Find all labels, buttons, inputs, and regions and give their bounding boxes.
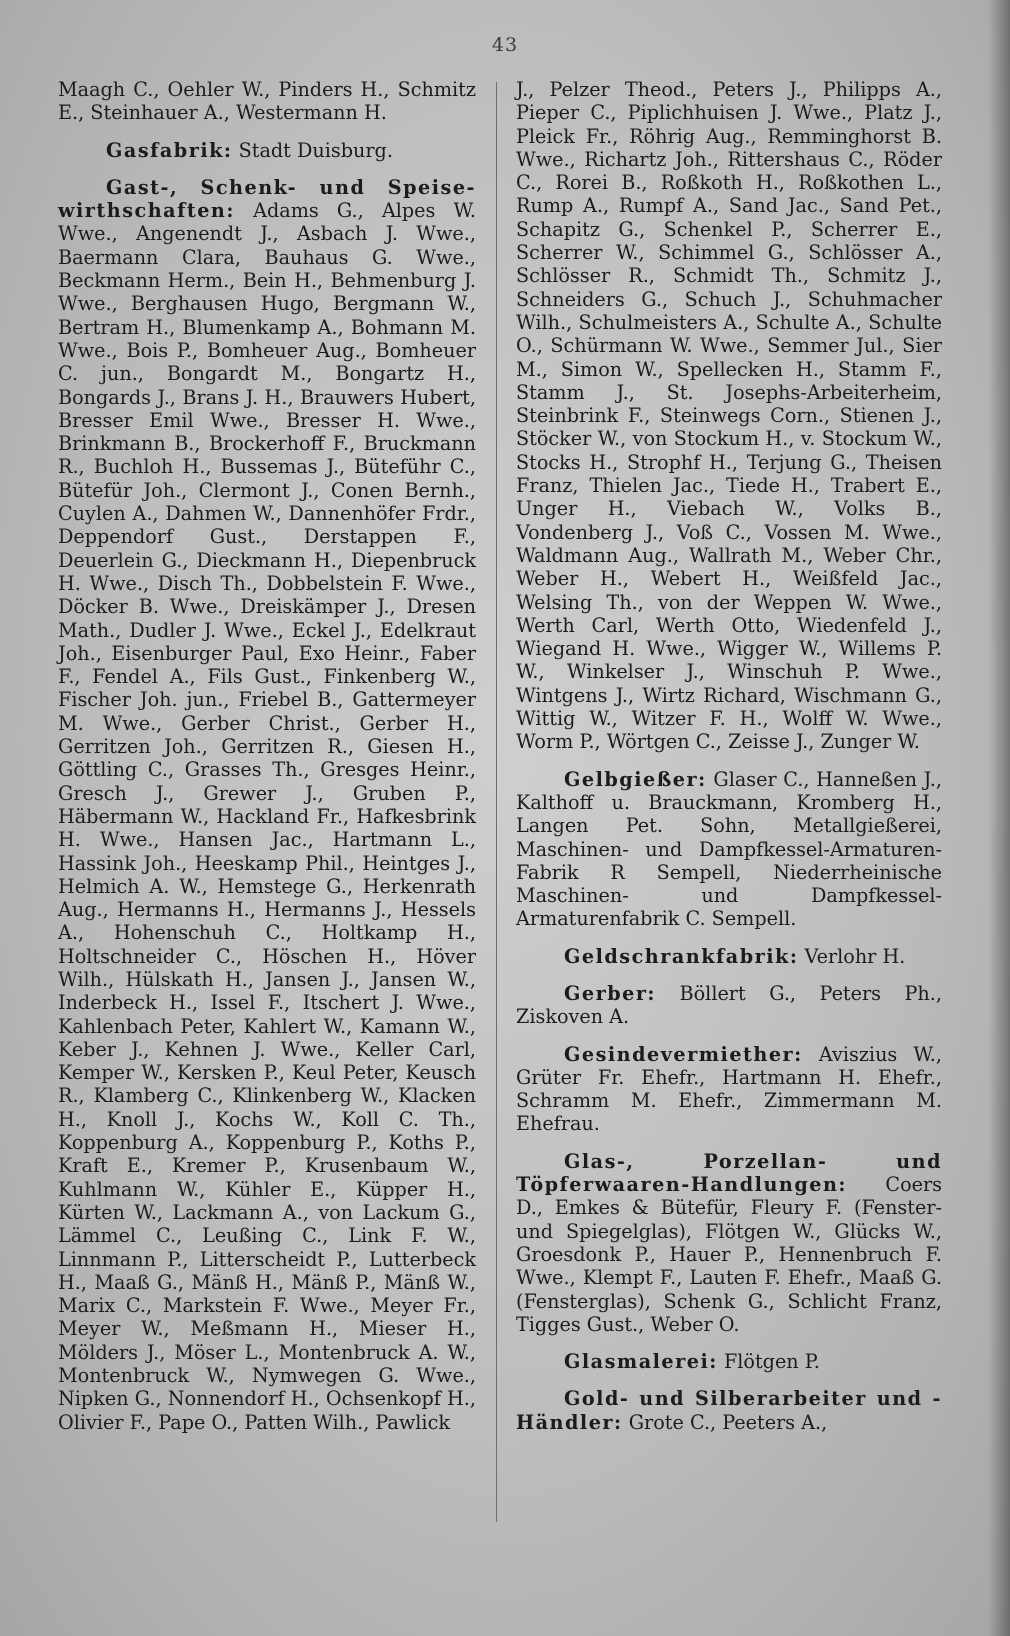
section-text: Adams G., Alpes W. Wwe., Angenendt J., Asbach J. Wwe., Baermann Clara, Bauhaus G. Wwe., Beckmann Herm., Bein H., Behmenburg J. Wwe., Berghausen Hugo, Bergmann W., Bertram H., Blumenkamp A., Bohmann M. Wwe., Bois P., Bomheuer Aug., Bomheuer C. jun., Bongardt M., Bongartz H., Bongards J., Brans J. H., Brauwers Hubert, Bresser Emil Wwe., Bresser H. Wwe., Brinkmann B., Brockerhoff F., Bruckmann R., Buchloh H., Bussemas J., Büteführ C., Bütefür Joh., Clermont J., Conen Bernh., Cuylen A., Dahmen W., Dannenhöfer Frdr., Deppendorf Gust., Derstappen F., Deuerlein G., Dieckmann H., Diepenbruck H. Wwe., Disch Th., Dobbelstein F. Wwe., Döcker B. Wwe., Dreiskämper J., Dresen Math., Dudler J. Wwe., Eckel J., Edelkraut Joh., Eisenburger Paul, Exo Heinr., Faber F., Fendel A., Fils Gust., Finkenberg W., Fischer Joh. jun., Friebel B., Gattermeyer M. Wwe., Gerber Christ., Gerber H., Gerritzen Joh., Gerritzen R., Giesen H., Göttling C., Grasses Th., Gresges Heinr., Gresch J., Grewer J., Gruben P., Häbermann W., Hackland Fr., Hafkesbrink H. Wwe., Hansen Jac., Hartmann L., Hassink Joh., Heeskamp Phil., Heintges J., Helmich A. W., Hemstege G., Herkenrath Aug., Hermanns H., Hermanns J., Hessels A., Hohenschuh C., Holtkamp H., Holtschneider C., Höschen H., Höver Wilh., Hülskath H., Jansen J., Jansen W., Inderbeck H., Issel F., Itschert J. Wwe., Kahlenbach Peter, Kahlert W., Kamann W., Keber J., Kehnen J. Wwe., Keller Carl, Kemper W., Kersken P., Keul Peter, Keusch R., Klamberg C., Klinkenberg W., Klacken H., Knoll J., Kochs W., Koll C. Th., Koppenburg A., Koppenburg P., Koths P., Kraft E., Kremer P., Krusenbaum W., Kuhlmann W., Kühler E., Küpper H., Kürten W., Lackmann A., von Lackum G., Lämmel C., Leußing C., Link F. W., Linnmann P., Litterscheidt P., Lutterbeck H., Maaß G., Mänß H., Mänß P., Mänß W., Marix C., Markstein F. Wwe., Meyer Fr., Meyer W., Meßmann H., Mieser H., Mölders J., Möser L., Montenbruck A. W., Montenbruck W., Nymwegen G. Wwe., Nipken G., Nonnendorf H., Ochsenkopf H., Olivier F., Pape O., Patten Wilh., Pawlick <box>58 199 476 1434</box>
section-goldarbeiter <box>516 1387 942 1434</box>
section-heading: Glasmalerei: <box>564 1350 718 1374</box>
page-edge-shadow <box>988 0 1010 1636</box>
right-continuation-text: J., Pelzer Theod., Peters J., Philipps A., Pieper C., Piplichhuisen J. Wwe., Platz J., Pleick Fr., Röhrig Aug., Remminghorst B. Wwe., Richartz Joh., Rittershaus C., Röder C., Rorei B., Roßkoth H., Roßkothen L., Rump A., Rumpf A., Sand Jac., Sand Pet., Schapitz G., Schenkel P., Scherrer E., Scherrer W., Schimmel G., Schlösser A., Schlösser R., Schmidt Th., Schmitz J., Schneiders G., Schuch J., Schuhmacher Wilh., Schulmeisters A., Schulte A., Schulte O., Schürmann W. Wwe., Semmer Jul., Sier M., Simon W., Spellecken H., Stamm F., Stamm J., St. Josephs-Arbeiterheim, Steinbrink F., Steinwegs Corn., Stienen J., Stöcker W., von Stockum H., v. Stockum W., Stocks H., Strophf H., Terjung G., Theisen Franz, Thielen Jac., Tiede H., Trabert E., Unger H., Viebach W., Volks B., Vondenberg J., Voß C., Vossen M. Wwe., Waldmann Aug., Wallrath M., Weber Chr., Weber H., Webert H., Weißfeld Jac., Welsing Th., von der Weppen W. Wwe., Werth Carl, Werth Otto, Wiedenfeld J., Wiegand H. Wwe., Wigger W., Willems P. W., Winkelser J., Winschuh P. Wwe., Wintgens J., Wirtz Richard, Wischmann G., Wittig W., Witzer F. H., Wolff W. Wwe., Worm P., Wörtgen C., Zeisse J., Zunger W. <box>516 78 942 754</box>
page-number: 43 <box>491 34 519 56</box>
right-column <box>516 78 942 1434</box>
section-heading: Gasfabrik: <box>106 138 233 162</box>
left-column <box>58 78 476 1434</box>
section-gelbgiesser <box>516 768 942 931</box>
section-heading: Gast-, Schenk- und Speise-wirthschaften: <box>58 175 476 223</box>
section-glasmalerei <box>516 1350 942 1373</box>
section-heading: Gesindevermiether: <box>564 1042 803 1066</box>
left-continuation-text: Maagh C., Oehler W., Pinders H., Schmitz E., Steinhauer A., Westermann H. <box>58 78 476 125</box>
column-divider <box>496 82 497 1522</box>
section-heading: Gelbgießer: <box>564 767 707 791</box>
section-gastwirthschaften <box>58 176 476 1434</box>
section-gasfabrik <box>58 139 476 162</box>
section-heading: Gerber: <box>564 981 657 1005</box>
section-text: Grote C., Peeters A., <box>628 1410 828 1434</box>
right-continuation-entry <box>516 78 942 754</box>
section-text: Verlohr H. <box>804 944 906 968</box>
section-gesindevermiether <box>516 1043 942 1136</box>
section-text: Coers D., Emkes & Bütefür, Fleury F. (Fenster- und Spiegelglas), Flötgen W., Glücks W., Groesdonk P., Hauer P., Hennenbruch F. Wwe., Klempt F., Lauten F. Ehefr., Maaß G. (Fensterglas), Schenk G., Schlicht Franz, Tigges Gust., Weber O. <box>516 1173 942 1336</box>
section-gerber <box>516 982 942 1029</box>
section-glaswaaren <box>516 1150 942 1336</box>
section-text: Glaser C., Hanneßen J., Kalthoff u. Brauckmann, Kromberg H., Langen Pet. Sohn, Metallgießerei, Maschinen- und Dampfkessel-Armaturen-Fabrik R Sempell, Niederrheinische Maschinen- und Dampfkessel-Armaturenfabrik C. Sempell. <box>516 767 942 931</box>
section-heading: Gold- und Silberarbeiter und -Händler: <box>516 1387 942 1434</box>
section-heading: Glas-, Porzellan- und Töpferwaaren-Handlungen: <box>516 1149 942 1197</box>
section-geldschrankfabrik <box>516 945 942 968</box>
left-continuation-entry <box>58 78 476 125</box>
section-text: Aviszius W., Grüter Fr. Ehefr., Hartmann H. Ehefr., Schramm M. Ehefr., Zimmermann M. Ehefrau. <box>516 1042 942 1136</box>
section-text: Flötgen P. <box>723 1350 820 1374</box>
section-text: Stadt Duisburg. <box>238 138 393 162</box>
section-heading: Geldschrankfabrik: <box>564 944 799 968</box>
section-text: Böllert G., Peters Ph., Ziskoven A. <box>516 981 942 1029</box>
